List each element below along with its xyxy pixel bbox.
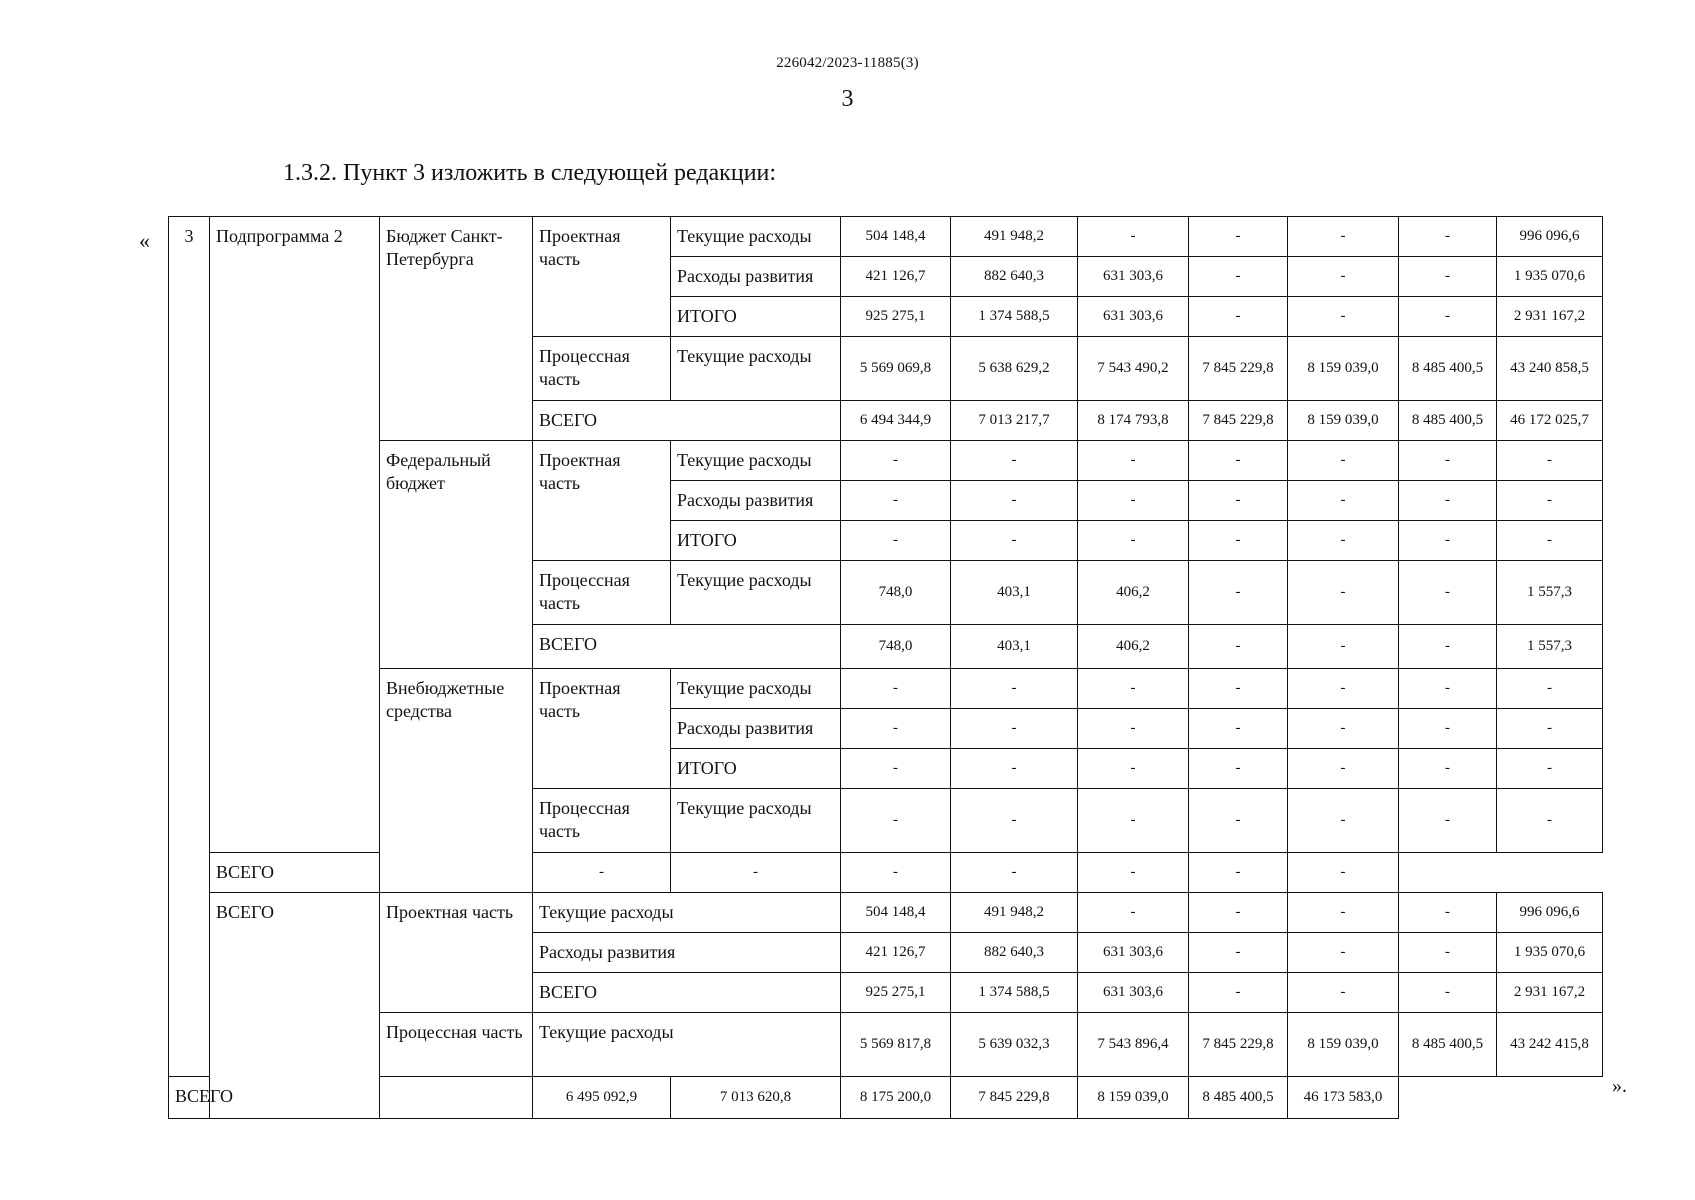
document-registration-number: 226042/2023-11885(3) — [776, 55, 919, 71]
value-cell: 7 845 229,8 — [951, 1077, 1078, 1119]
value-cell: 882 640,3 — [951, 933, 1078, 973]
value-cell: - — [1189, 893, 1288, 933]
value-cell: 996 096,6 — [1497, 217, 1603, 257]
row-label: Расходы развития — [671, 257, 841, 297]
source-total-label: ВСЕГО — [533, 401, 841, 441]
value-cell: - — [1078, 789, 1189, 853]
value-cell: 5 639 032,3 — [951, 1013, 1078, 1077]
row-label: Текущие расходы — [671, 441, 841, 481]
row-label: ВСЕГО — [533, 973, 841, 1013]
value-cell: 631 303,6 — [1078, 973, 1189, 1013]
value-cell: 43 242 415,8 — [1497, 1013, 1603, 1077]
value-cell: - — [841, 481, 951, 521]
value-cell: - — [951, 669, 1078, 709]
value-cell: - — [1288, 973, 1399, 1013]
value-cell: 7 013 620,8 — [671, 1077, 841, 1119]
value-cell: - — [1189, 933, 1288, 973]
value-cell: - — [1399, 441, 1497, 481]
value-cell: - — [1288, 933, 1399, 973]
row-label: ИТОГО — [671, 297, 841, 337]
page-number: 3 — [841, 86, 854, 112]
row-label: Расходы развития — [671, 481, 841, 521]
row-label: Текущие расходы — [671, 561, 841, 625]
project-part-label: Проектная часть — [533, 217, 671, 337]
value-cell: 631 303,6 — [1078, 933, 1189, 973]
value-cell: 631 303,6 — [1078, 257, 1189, 297]
value-cell: 46 173 583,0 — [1288, 1077, 1399, 1119]
value-cell: - — [1497, 521, 1603, 561]
row-label: Текущие расходы — [671, 337, 841, 401]
value-cell: 996 096,6 — [1497, 893, 1603, 933]
value-cell: - — [1399, 217, 1497, 257]
value-cell: 6 494 344,9 — [841, 401, 951, 441]
value-cell: - — [841, 749, 951, 789]
funding-table — [168, 216, 1603, 1119]
value-cell: - — [1288, 217, 1399, 257]
source-name: Федеральный бюджет — [380, 441, 533, 669]
value-cell: - — [1078, 853, 1189, 893]
value-cell: 8 159 039,0 — [1078, 1077, 1189, 1119]
value-cell: - — [841, 521, 951, 561]
process-part-label: Процессная часть — [533, 337, 671, 401]
value-cell: - — [1189, 973, 1288, 1013]
value-cell: - — [1399, 973, 1497, 1013]
row-label: ИТОГО — [671, 749, 841, 789]
value-cell: 882 640,3 — [951, 257, 1078, 297]
value-cell: - — [1497, 441, 1603, 481]
value-cell: - — [1078, 709, 1189, 749]
value-cell: - — [1288, 441, 1399, 481]
value-cell: - — [1189, 709, 1288, 749]
source-name: Бюджет Санкт-Петербурга — [380, 217, 533, 441]
value-cell: 403,1 — [951, 561, 1078, 625]
value-cell: 491 948,2 — [951, 217, 1078, 257]
value-cell: 5 638 629,2 — [951, 337, 1078, 401]
value-cell: 5 569 069,8 — [841, 337, 951, 401]
value-cell: 5 569 817,8 — [841, 1013, 951, 1077]
value-cell: - — [841, 789, 951, 853]
value-cell: - — [1189, 853, 1288, 893]
value-cell: - — [1288, 481, 1399, 521]
value-cell: - — [1288, 257, 1399, 297]
value-cell: 403,1 — [951, 625, 1078, 669]
value-cell: - — [1399, 561, 1497, 625]
value-cell: - — [1189, 521, 1288, 561]
funding-table-body — [169, 217, 1603, 1119]
value-cell: - — [1399, 749, 1497, 789]
value-cell: 46 172 025,7 — [1497, 401, 1603, 441]
value-cell: - — [951, 521, 1078, 561]
value-cell: - — [1078, 669, 1189, 709]
project-part-label: Проектная часть — [533, 669, 671, 789]
opening-quote-mark: « — [139, 228, 150, 253]
value-cell: 7 543 490,2 — [1078, 337, 1189, 401]
grand-total-label: ВСЕГО — [210, 893, 380, 1119]
value-cell: - — [1078, 749, 1189, 789]
value-cell: - — [841, 441, 951, 481]
value-cell: - — [1189, 789, 1288, 853]
value-cell: 748,0 — [841, 561, 951, 625]
value-cell: - — [533, 853, 671, 893]
process-part-label: Процессная часть — [380, 1013, 533, 1077]
value-cell: - — [1288, 297, 1399, 337]
value-cell: 504 148,4 — [841, 217, 951, 257]
row-label: Расходы развития — [533, 933, 841, 973]
value-cell: 748,0 — [841, 625, 951, 669]
value-cell: 925 275,1 — [841, 973, 951, 1013]
value-cell: - — [1288, 709, 1399, 749]
value-cell: - — [1399, 625, 1497, 669]
value-cell: 8 159 039,0 — [1288, 1013, 1399, 1077]
value-cell: - — [1288, 749, 1399, 789]
value-cell: - — [1189, 441, 1288, 481]
item-number: 3 — [169, 217, 210, 1077]
value-cell: 8 485 400,5 — [1189, 1077, 1288, 1119]
value-cell: - — [1189, 481, 1288, 521]
process-part-label: Процессная часть — [533, 789, 671, 853]
value-cell: - — [841, 853, 951, 893]
value-cell: 1 557,3 — [1497, 625, 1603, 669]
value-cell: 421 126,7 — [841, 257, 951, 297]
value-cell: 406,2 — [1078, 625, 1189, 669]
value-cell: - — [951, 441, 1078, 481]
value-cell: - — [1399, 481, 1497, 521]
value-cell: 2 931 167,2 — [1497, 297, 1603, 337]
value-cell: - — [1497, 709, 1603, 749]
value-cell: - — [1078, 481, 1189, 521]
value-cell: - — [1078, 521, 1189, 561]
value-cell: 8 485 400,5 — [1399, 401, 1497, 441]
value-cell: 1 935 070,6 — [1497, 257, 1603, 297]
closing-quote-mark: ». — [1612, 1075, 1627, 1097]
value-cell: - — [1078, 893, 1189, 933]
value-cell: - — [1078, 441, 1189, 481]
value-cell: 8 159 039,0 — [1288, 337, 1399, 401]
source-name: Внебюджетные средства — [380, 669, 533, 893]
value-cell: - — [1288, 669, 1399, 709]
value-cell: - — [1189, 217, 1288, 257]
value-cell: 7 543 896,4 — [1078, 1013, 1189, 1077]
value-cell: - — [841, 709, 951, 749]
value-cell: - — [1399, 933, 1497, 973]
value-cell: - — [951, 481, 1078, 521]
value-cell: - — [1399, 257, 1497, 297]
value-cell: - — [1497, 749, 1603, 789]
value-cell: 1 374 588,5 — [951, 973, 1078, 1013]
value-cell: - — [1288, 789, 1399, 853]
value-cell: - — [951, 709, 1078, 749]
value-cell: - — [1189, 625, 1288, 669]
value-cell: - — [1399, 521, 1497, 561]
value-cell: - — [1399, 893, 1497, 933]
value-cell: 421 126,7 — [841, 933, 951, 973]
value-cell: 1 935 070,6 — [1497, 933, 1603, 973]
value-cell: 8 174 793,8 — [1078, 401, 1189, 441]
value-cell: 43 240 858,5 — [1497, 337, 1603, 401]
value-cell: - — [1189, 561, 1288, 625]
value-cell: 8 175 200,0 — [841, 1077, 951, 1119]
source-total-label: ВСЕГО — [533, 625, 841, 669]
value-cell: - — [1288, 893, 1399, 933]
value-cell: - — [1189, 749, 1288, 789]
value-cell: 406,2 — [1078, 561, 1189, 625]
subprogram-name: Подпрограмма 2 — [210, 217, 380, 853]
row-label: Текущие расходы — [533, 1013, 841, 1077]
value-cell: - — [1399, 709, 1497, 749]
value-cell: - — [1288, 561, 1399, 625]
value-cell: 504 148,4 — [841, 893, 951, 933]
value-cell: - — [1189, 297, 1288, 337]
value-cell: 8 485 400,5 — [1399, 337, 1497, 401]
value-cell: - — [1189, 257, 1288, 297]
value-cell: - — [1288, 853, 1399, 893]
value-cell: 8 159 039,0 — [1288, 401, 1399, 441]
value-cell: 8 485 400,5 — [1399, 1013, 1497, 1077]
value-cell: - — [1497, 669, 1603, 709]
row-label: ИТОГО — [671, 521, 841, 561]
row-label: Расходы развития — [671, 709, 841, 749]
process-part-label: Процессная часть — [533, 561, 671, 625]
value-cell: - — [1399, 297, 1497, 337]
value-cell: 7 845 229,8 — [1189, 337, 1288, 401]
value-cell: - — [1497, 481, 1603, 521]
value-cell: - — [671, 853, 841, 893]
value-cell: - — [951, 853, 1078, 893]
value-cell: 491 948,2 — [951, 893, 1078, 933]
value-cell: 7 845 229,8 — [1189, 1013, 1288, 1077]
value-cell: - — [1288, 521, 1399, 561]
grand-total-row-label: ВСЕГО — [169, 1077, 533, 1119]
amendment-intro-text: 1.3.2. Пункт 3 изложить в следующей редакции: — [283, 160, 777, 186]
value-cell: - — [841, 669, 951, 709]
value-cell: 1 557,3 — [1497, 561, 1603, 625]
value-cell: - — [1399, 789, 1497, 853]
value-cell: 7 845 229,8 — [1189, 401, 1288, 441]
value-cell: 6 495 092,9 — [533, 1077, 671, 1119]
value-cell: - — [1288, 625, 1399, 669]
value-cell: - — [1078, 217, 1189, 257]
project-part-label: Проектная часть — [533, 441, 671, 561]
source-total-label: ВСЕГО — [210, 853, 533, 893]
value-cell: - — [1497, 789, 1603, 853]
value-cell: 7 013 217,7 — [951, 401, 1078, 441]
project-part-label: Проектная часть — [380, 893, 533, 1013]
row-label: Текущие расходы — [671, 789, 841, 853]
value-cell: 631 303,6 — [1078, 297, 1189, 337]
value-cell: 2 931 167,2 — [1497, 973, 1603, 1013]
row-label: Текущие расходы — [671, 217, 841, 257]
value-cell: - — [951, 789, 1078, 853]
row-label: Текущие расходы — [533, 893, 841, 933]
value-cell: 1 374 588,5 — [951, 297, 1078, 337]
value-cell: - — [1399, 669, 1497, 709]
value-cell: 925 275,1 — [841, 297, 951, 337]
row-label: Текущие расходы — [671, 669, 841, 709]
value-cell: - — [1189, 669, 1288, 709]
value-cell: - — [951, 749, 1078, 789]
